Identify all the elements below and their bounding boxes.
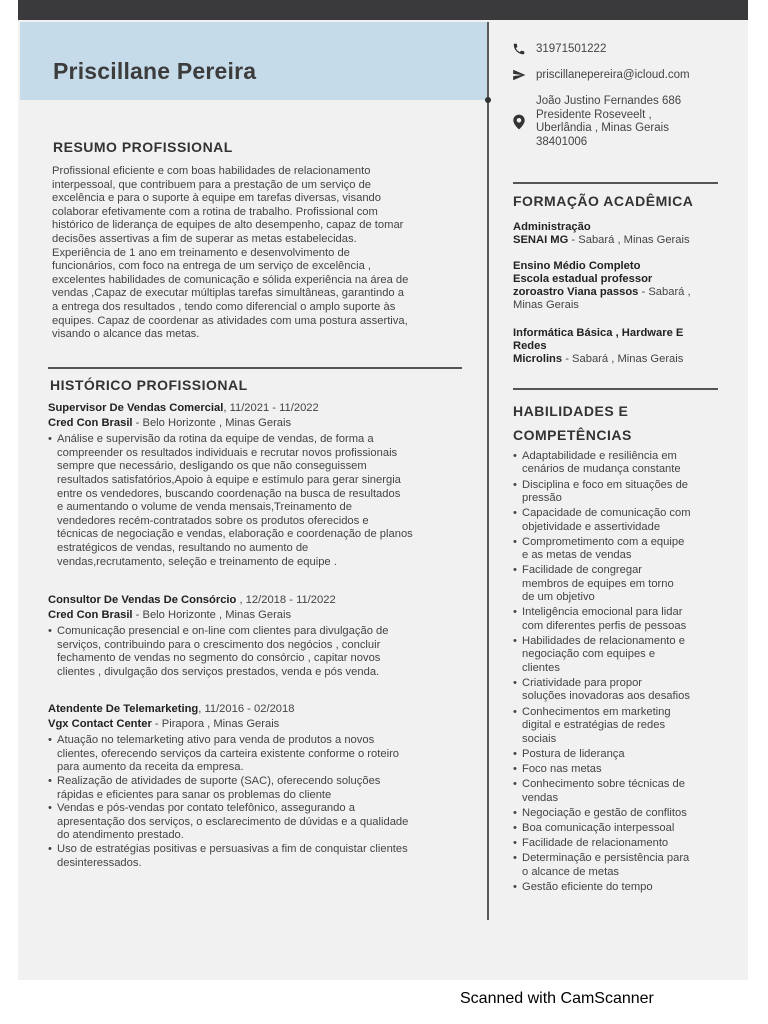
job-location: - Pirapora , Minas Gerais <box>151 717 280 730</box>
education-title: Administração <box>513 221 591 233</box>
skill-item: • Disciplina e foco em situações de pressão <box>513 479 723 506</box>
email-text: priscillanepereira@icloud.com <box>536 69 690 81</box>
education-institution: Microlins - Sabará , Minas Gerais <box>513 353 684 365</box>
historico-title: HISTÓRICO PROFISSIONAL <box>50 377 248 393</box>
skill-item: • Conhecimento sobre técnicas de vendas <box>513 778 723 805</box>
habilidades-title: HABILIDADES E COMPETÊNCIAS <box>513 403 632 443</box>
skill-item: • Comprometimento com a equipe e as metas de vendas <box>513 536 723 563</box>
job-location: - Belo Horizonte , Minas Gerais <box>132 608 292 621</box>
resumo-title: RESUMO PROFISSIONAL <box>53 139 233 155</box>
education-entry <box>513 221 719 247</box>
skill-item: • Boa comunicação interpessoal <box>513 822 723 835</box>
skill-item: • Habilidades de relacionamento e negociação com equipes e clientes <box>513 635 723 675</box>
job-entry <box>48 402 462 569</box>
address-block <box>536 95 681 149</box>
education-title: Informática Básica , Hardware E Redes <box>513 327 684 352</box>
send-icon <box>512 68 528 84</box>
job-title: Consultor De Vendas De Consórcio <box>48 594 237 606</box>
resumo-line: visando o alcance das metas. <box>52 328 200 341</box>
skill-item: • Inteligência emocional para lidar com diferentes perfis de pessoas <box>513 606 723 633</box>
candidate-name: Priscillane Pereira <box>53 58 257 84</box>
resumo-line: colaborar efetivamente com a rotina de trabalho. Profissional com <box>52 205 378 218</box>
resumo-line: decisões assertivas a fim de superar as metas estabelecidas. <box>52 232 357 245</box>
job-dates: , 12/2018 - 11/2022 <box>236 594 336 606</box>
skill-item: • Criatividade para propor soluções inovadoras aos desafios <box>513 677 723 704</box>
education-institution: Escola estadual professor zoroastro Viana passos - Sabará , Minas Gerais <box>513 273 691 311</box>
resumo-line: a entrega dos resultados , tendo como diferencial o amplo suporte às <box>52 300 396 313</box>
skill-item: • Conhecimentos em marketing digital e estratégias de redes sociais <box>513 706 723 746</box>
education-institution <box>513 234 719 247</box>
location-pin-icon <box>512 114 528 130</box>
skill-item: • Facilidade de congregar membros de equipes em torno de um objetivo <box>513 564 723 604</box>
skill-item: • Gestão eficiente do tempo <box>513 881 723 894</box>
resumo-line: funcionários, com foco na entrega de um serviço de excelência , <box>52 260 372 273</box>
job-title: Atendente De Telemarketing <box>48 703 199 715</box>
skill-item: • Postura de liderança <box>513 748 723 761</box>
education-entry <box>513 260 719 312</box>
section-divider <box>513 182 718 184</box>
job-entry <box>48 703 462 870</box>
education-entry <box>513 327 719 366</box>
scanner-watermark: Scanned with CamScanner <box>460 990 654 1007</box>
job-bullet: • Comunicação presencial e on-line com clientes para divulgação de serviços, contribuindo para o crescimento dos negócios , concluir fechamento de vendas no segmento do consórcio , capitar novos clientes , divulgação dos serviços prestados, venda e pós venda. <box>48 625 462 679</box>
job-company: Vgx Contact Center <box>48 717 152 730</box>
scan-top-bar <box>18 0 748 20</box>
resumo-line: excelência e para o suporte à equipe em tarefas diversas, visando <box>52 192 381 205</box>
address-line: Presidente Roseveelt , <box>536 108 652 121</box>
resumo-text <box>52 165 467 342</box>
skill-item: • Facilidade de relacionamento <box>513 837 723 850</box>
inst-line: SENAI MG - Sabará , Minas Gerais <box>513 234 690 246</box>
divider-dot <box>485 97 491 103</box>
address-line: Uberlândia , Minas Gerais <box>536 122 669 135</box>
job-bullet: • Realização de atividades de suporte (SAC), oferecendo soluções rápidas e eficientes para sanar os problemas do cliente <box>48 775 462 802</box>
phone-text: 31971501222 <box>536 43 607 55</box>
education-title: Ensino Médio Completo <box>513 260 641 272</box>
job-bullet: • Uso de estratégias positivas e persuasivas a fim de conquistar clientes desinteressados. <box>48 843 462 870</box>
resumo-line: histórico de liderança de equipes de alto desempenho, capaz de tomar <box>52 219 404 232</box>
skill-item: • Adaptabilidade e resiliência em cenários de mudança constante <box>513 450 723 477</box>
job-bullet: • Atuação no telemarketing ativo para venda de produtos a novos clientes, oferecendo serviços da carteira existente conforme o roteiro para aumento da receita da empresa. <box>48 734 462 775</box>
skills-list <box>513 450 723 896</box>
job-bullet: • Vendas e pós-vendas por contato telefônico, assegurando a apresentação dos serviços, o esclarecimento de dúvidas e a qualidade do atendimento prestado. <box>48 802 462 843</box>
skill-item: • Negociação e gestão de conflitos <box>513 807 723 820</box>
job-bullets <box>48 433 462 569</box>
formacao-title: FORMAÇÃO ACADÊMICA <box>513 193 694 209</box>
job-dates: , 11/2021 - 11/2022 <box>223 402 319 414</box>
skill-item: • Capacidade de comunicação com objetividade e assertividade <box>513 507 723 534</box>
job-title: Supervisor De Vendas Comercial <box>48 402 224 414</box>
job-company: Cred Con Brasil <box>48 608 133 621</box>
job-entry <box>48 594 462 680</box>
section-divider <box>513 388 718 390</box>
resumo-line: interpessoal, que contribuem para a prestação de um serviço de <box>52 178 372 191</box>
section-divider <box>48 367 462 369</box>
address-line: João Justino Fernandes 686 <box>536 95 682 107</box>
resumo-line: Profissional eficiente e com boas habilidades de relacionamento <box>52 165 371 177</box>
resumo-line: vendas ,Capaz de executar múltiplas tarefas simultâneas, garantindo a <box>52 287 404 300</box>
skill-item: • Determinação e persistência para o alcance de metas <box>513 852 723 879</box>
job-bullet: • Análise e supervisão da rotina da equipe de vendas, de forma a compreender os resultados individuais e recrutar novos profissionais sempre que necessário, desligando os que não conseguissem resultados satisfatórios,Apoio à equipe e estímulo para gerar sinergia entre os vendedores, buscando coordenação na busca de resultados e aumentando o volume de venda mensais,Treinamento de vendedores recém-contratados sobre os produtos oferecidos e técnicas de negociação e vendas, elaboração e coordenação de planos estratégicos de vendas, resultando no aumento de vendas,recrutamento, seleção e treinamento de equipe . <box>48 433 462 569</box>
column-divider <box>487 22 489 920</box>
job-dates: , 11/2016 - 02/2018 <box>198 703 295 715</box>
skill-item: • Foco nas metas <box>513 763 723 776</box>
resumo-line: excelentes habilidades de comunicação e sólida experiência na área de <box>52 273 409 286</box>
resumo-line: equipes. Capaz de coordenar as atividades com uma postura assertiva, <box>52 314 408 327</box>
job-location: - Belo Horizonte , Minas Gerais <box>132 416 292 429</box>
job-bullets <box>48 625 462 679</box>
address-line: 38401006 <box>536 135 588 148</box>
job-company: Cred Con Brasil <box>48 416 133 429</box>
contact-block <box>512 42 722 152</box>
resumo-line: Experiência de 1 ano em treinamento e desenvolvimento de <box>52 246 350 259</box>
job-bullets <box>48 734 462 870</box>
phone-icon <box>512 42 528 58</box>
